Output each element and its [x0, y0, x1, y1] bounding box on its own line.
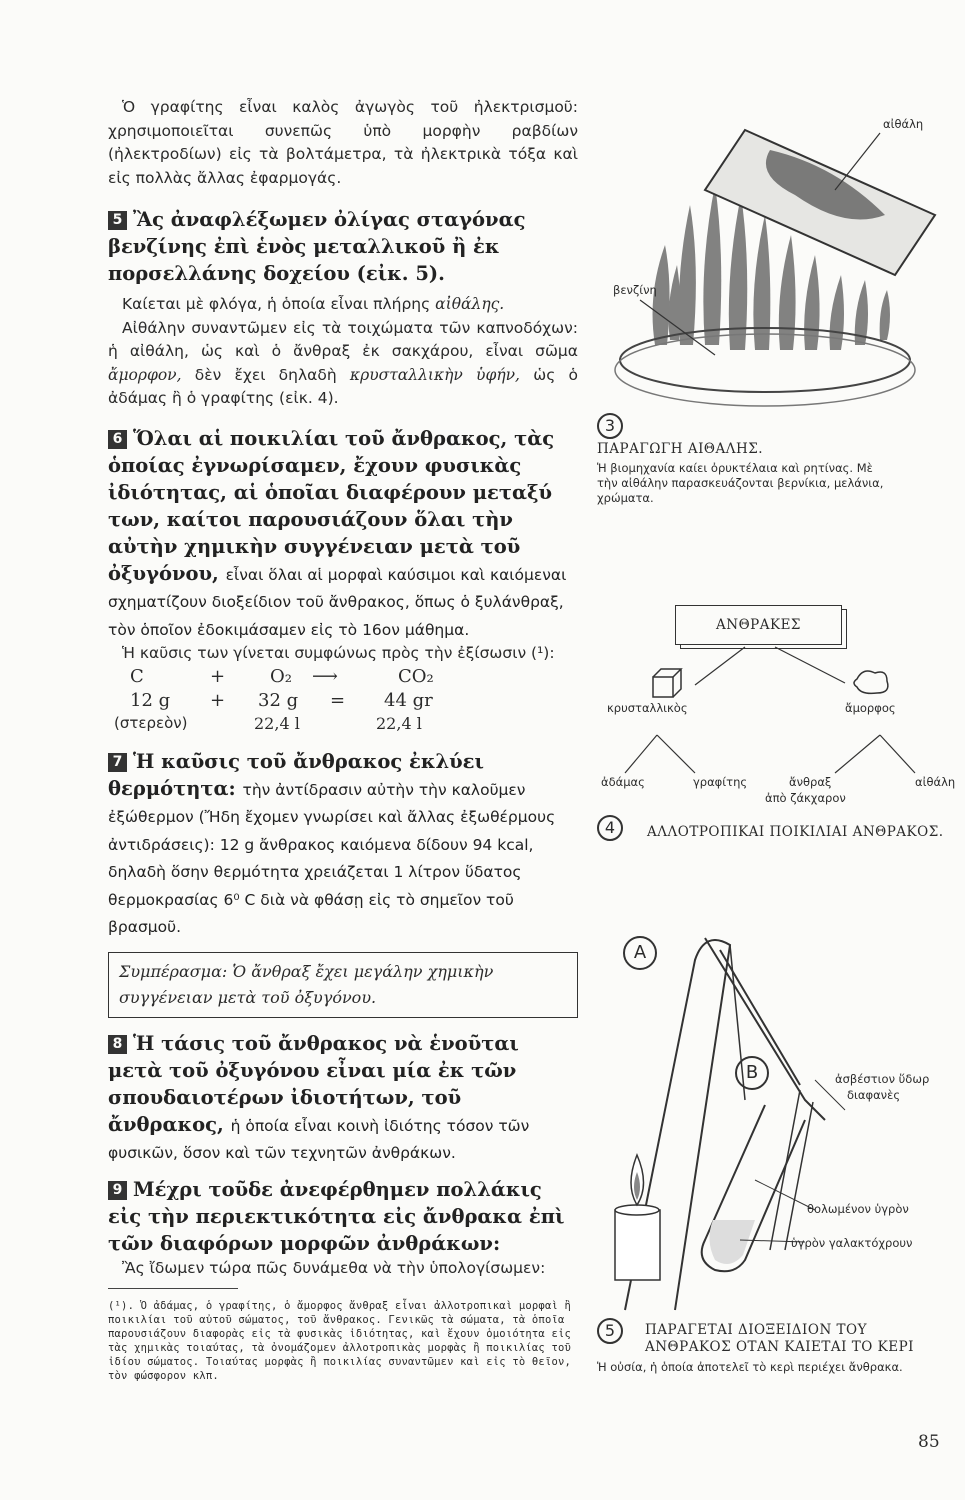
eq-mass-c: 12 g [130, 689, 171, 711]
label-a: A [623, 936, 657, 970]
eq-mass-o2: 32 g [258, 689, 299, 711]
eq-arrow: ⟶ [312, 665, 338, 687]
label-soot-4: αἰθάλη [915, 775, 956, 789]
section-9-bold-text: Μέχρι τοῦδε ἀνεφέρθημεν πολλάκις εἰς τὴν περιεκτικότητα εἰς ἄνθρακα ἐπὶ τῶν διαφόρων μορφῶν ἀνθράκων: [108, 1177, 565, 1255]
section-8-text: ἡ ὁποία εἶναι κοινὴ ἰδιότης τόσον τῶν φυσικῶν, ὅσον καὶ τῶν τεχνητῶν ἀνθράκων. [108, 1116, 530, 1162]
section-5-number: 5 [108, 211, 127, 230]
label-crystalline: κρυσταλλικὸς [607, 701, 688, 715]
section-5-p1-text: Καίεται μὲ φλόγα, ἡ ὁποία εἶναι πλήρης [122, 295, 431, 313]
label-cloudy-liquid: θολωμένον ὑγρὸν [807, 1202, 909, 1216]
label-sugar-carbon-2: ἀπὸ ζάκχαρον [765, 791, 846, 805]
label-graphite: γραφίτης [693, 775, 748, 789]
soot-illustration [595, 95, 965, 455]
eq-vol-co2: 22,4 l [376, 713, 422, 733]
section-6-bold-text: Ὅλαι αἱ ποικιλίαι τοῦ ἄνθρακος, τὰς ὁποίας ἐγνωρίσαμεν, ἔχουν φυσικὰς ἰδιότητας, αἱ ὁποῖαι διαφέρουν μεταξύ των, καίτοι παρουσιάζουν ὅλαι τὴν αὐτὴν χημικὴν συγγένειαν μετὰ τοῦ ὀξυγόνου, [108, 426, 555, 585]
section-5-p2-text-c: ὡς ὁ ἀδάμας ἢ ὁ γραφίτης (εἰκ. 4). [108, 365, 578, 407]
section-6-paragraph-2: Ἡ καῦσις των γίνεται συμφώνως πρὸς τὴν ἐξίσωσιν (¹): [122, 644, 555, 662]
left-column [108, 96, 578, 1383]
figure-5-caption-text: Ἡ οὐσία, ἡ ὁποία ἀποτελεῖ τὸ κερὶ περιέχει ἄνθρακα. [597, 1360, 903, 1374]
figure-4-caption: ΑΛΛΟΤΡΟΠΙΚΑΙ ΠΟΙΚΙΛΙΑΙ ΑΝΘΡΑΚΟΣ. [647, 824, 944, 840]
section-6-text: εἶναι ὅλαι αἱ μορφαὶ καύσιμοι καὶ καιόμεναι σχηματίζουν διοξείδιον τοῦ ἄνθρακος, ὅπως ὁ ξυλάνθραξ, τὸν ὁποῖον ἐδοκιμάσαμεν εἰς τὸ 16ον μάθημα. [108, 565, 567, 639]
label-diamond: ἀδάμας [601, 775, 645, 789]
section-8-bold-text: Ἡ τάσις τοῦ ἄνθρακος νὰ ἑνοῦται μετὰ τοῦ ὀξυγόνου εἶναι μία ἐκ τῶν σπουδαιοτέρων ἰδιοτήτων, τοῦ ἄνθρακος, [108, 1031, 519, 1136]
figure-3-number: 3 [597, 413, 623, 439]
candle-experiment [595, 920, 965, 1320]
section-7-number: 7 [108, 753, 127, 772]
page-number: 85 [918, 1432, 940, 1452]
carbons-title: ΑΝΘΡΑΚΕΣ [675, 605, 842, 645]
section-5-title: Ἂς ἀναφλέξωμεν ὀλίγας σταγόνας βενζίνης ἐπὶ ἑνὸς μεταλλικοῦ ἢ ἐκ πορσελλάνης δοχείου (εἰκ. 5). [108, 208, 526, 285]
section-7-bold-text: Ἡ καῦσις τοῦ ἄνθρακος ἐκλύει θερμότητα: [108, 749, 484, 800]
eq-co2: CO₂ [398, 665, 434, 687]
eq-mass-co2: 44 gr [384, 689, 433, 711]
section-5-p1-italic: αἰθάλης. [435, 295, 505, 313]
figure-5-number: 5 [597, 1318, 623, 1344]
label-limewater-2: διαφανὲς [847, 1088, 901, 1102]
footnote-rule [108, 1288, 238, 1289]
section-9-heading [108, 1176, 578, 1257]
figure-3-caption-text: Ἡ βιομηχανία καίει ὀρυκτέλαια καὶ ρητίνας. Μὲ τὴν αἰθάλην παρασκευάζονται βερνίκια, μελάνια, χρώματα. [597, 461, 884, 505]
eq-vol-o2: 22,4 l [254, 713, 300, 733]
eq-oxygen: O₂ [270, 665, 292, 687]
section-5-p2-italic-2: κρυσταλλικὴν ὑφήν, [349, 365, 520, 384]
section-9-text: Ἂς ἴδωμεν τώρα πῶς δυνάμεθα νὰ τὴν ὑπολογίσωμεν: [122, 1258, 546, 1277]
section-8-heading [108, 1030, 578, 1166]
section-8-number: 8 [108, 1035, 127, 1054]
figure-4 [595, 605, 965, 855]
conclusion-box: Συμπέρασμα: Ὁ ἄνθραξ ἔχει μεγάλην χημικὴν συγγένειαν μετὰ τοῦ ὀξυγόνου. [108, 952, 578, 1018]
figure-5-caption-title: ΠΑΡΑΓΕΤΑΙ ΔΙΟΞΕΙΔΙΟΝ ΤΟΥ ΑΝΘΡΑΚΟΣ ΟΤΑΝ ΚΑΙΕΤΑΙ ΤΟ ΚΕΡΙ [645, 1322, 914, 1355]
figure-5 [595, 920, 965, 1400]
label-sugar-carbon-1: ἄνθραξ [789, 775, 832, 789]
eq-carbon: C [130, 665, 144, 687]
allotropes-tree [595, 645, 965, 805]
eq-plus-1: + [210, 665, 226, 687]
label-milky-liquid: ὑγρὸν γαλακτόχρουν [791, 1236, 913, 1250]
section-5-p2-text-b: δὲν ἔχει δηλαδὴ [194, 365, 337, 384]
section-6-heading [108, 425, 578, 643]
figure-4-number: 4 [597, 815, 623, 841]
label-amorphous: ἄμορφος [845, 701, 896, 715]
intro-paragraph: Ὁ γραφίτης εἶναι καλὸς ἀγωγὸς τοῦ ἠλεκτρισμοῦ: χρησιμοποιεῖται συνεπῶς ὑπὸ μορφὴν ραβδίων (ἠλεκτροδίων) εἰς τὰ βολτάμετρα, τὰ ἠλεκτρικὰ τόξα καὶ εἰς πολλὰς ἄλλας ἐφαρμογάς. [108, 98, 578, 187]
eq-plus-2: + [210, 689, 226, 711]
section-7-heading [108, 748, 578, 940]
combustion-equation [108, 666, 578, 736]
eq-solid: (στερεὸν) [114, 713, 188, 732]
section-5-p2-text-a: Αἰθάλην συναντῶμεν εἰς τὰ τοιχώματα τῶν καπνοδόχων: ἡ αἰθάλη, ὡς καὶ ὁ ἄνθραξ ἐκ σακχάρου, εἶναι σῶμα [108, 318, 578, 360]
figure-3-caption-title: ΠΑΡΑΓΩΓΗ ΑΙΘΑΛΗΣ. [597, 441, 764, 457]
section-5-p2-italic-1: ἄμορφον, [108, 365, 182, 384]
label-limewater-1: ἀσβέστιον ὕδωρ [835, 1072, 930, 1086]
label-petrol: βενζίνη [613, 283, 657, 297]
section-5-paragraph-1 [108, 293, 578, 317]
section-5-heading [108, 206, 578, 287]
label-b: B [735, 1056, 769, 1090]
figure-3 [595, 95, 965, 535]
label-soot: αἰθάλη [883, 117, 924, 131]
section-7-text: τὴν ἀντίδρασιν αὐτὴν τὴν καλοῦμεν ἐξώθερμον (Ἤδη ἔχομεν γνωρίσει καὶ ἄλλας ἐξωθέρμους ἀντιδράσεις): 12 g ἄνθρακος καιόμενα δίδουν 94 kcal, δηλαδὴ ὅσην θερμότητα χρειάζεται 1 λίτρον ὕδατος θερμοκρασίας 6⁰ C διὰ νὰ φθάσῃ εἰς τὸ σημεῖον τοῦ βρασμοῦ. [108, 780, 556, 936]
section-9-number: 9 [108, 1181, 127, 1200]
footnote: (¹). Ὁ ἀδάμας, ὁ γραφίτης, ὁ ἄμορφος ἄνθραξ εἶναι ἀλλοτροπικαὶ μορφαὶ ἢ ποικιλίαι τοῦ αὐτοῦ σώματος, τοῦ ἄνθρακος. Γενικῶς τὰ σώματα, τὰ ὁποῖα παρουσιάζουν διαφορὰς εἰς τὰ φυσικὰς ἰδιότητας, καὶ ἔχουν ὁμοιότητα εἰς τὰς χημικὰς τοιαύτας, τὰ ὀνομάζομεν ἀλλοτροπικὰς μορφὰς ἢ ποικιλίας τοῦ ἰδίου σώματος. Τοιαύτας μορφὰς ἢ ποικιλίας συναντῶμεν καὶ εἰς τὸ θεῖον, τὸν φώσφορον κλπ. [108, 1300, 572, 1382]
eq-equals: = [330, 689, 346, 711]
section-6-number: 6 [108, 430, 127, 449]
section-5-paragraph-2 [108, 317, 578, 411]
